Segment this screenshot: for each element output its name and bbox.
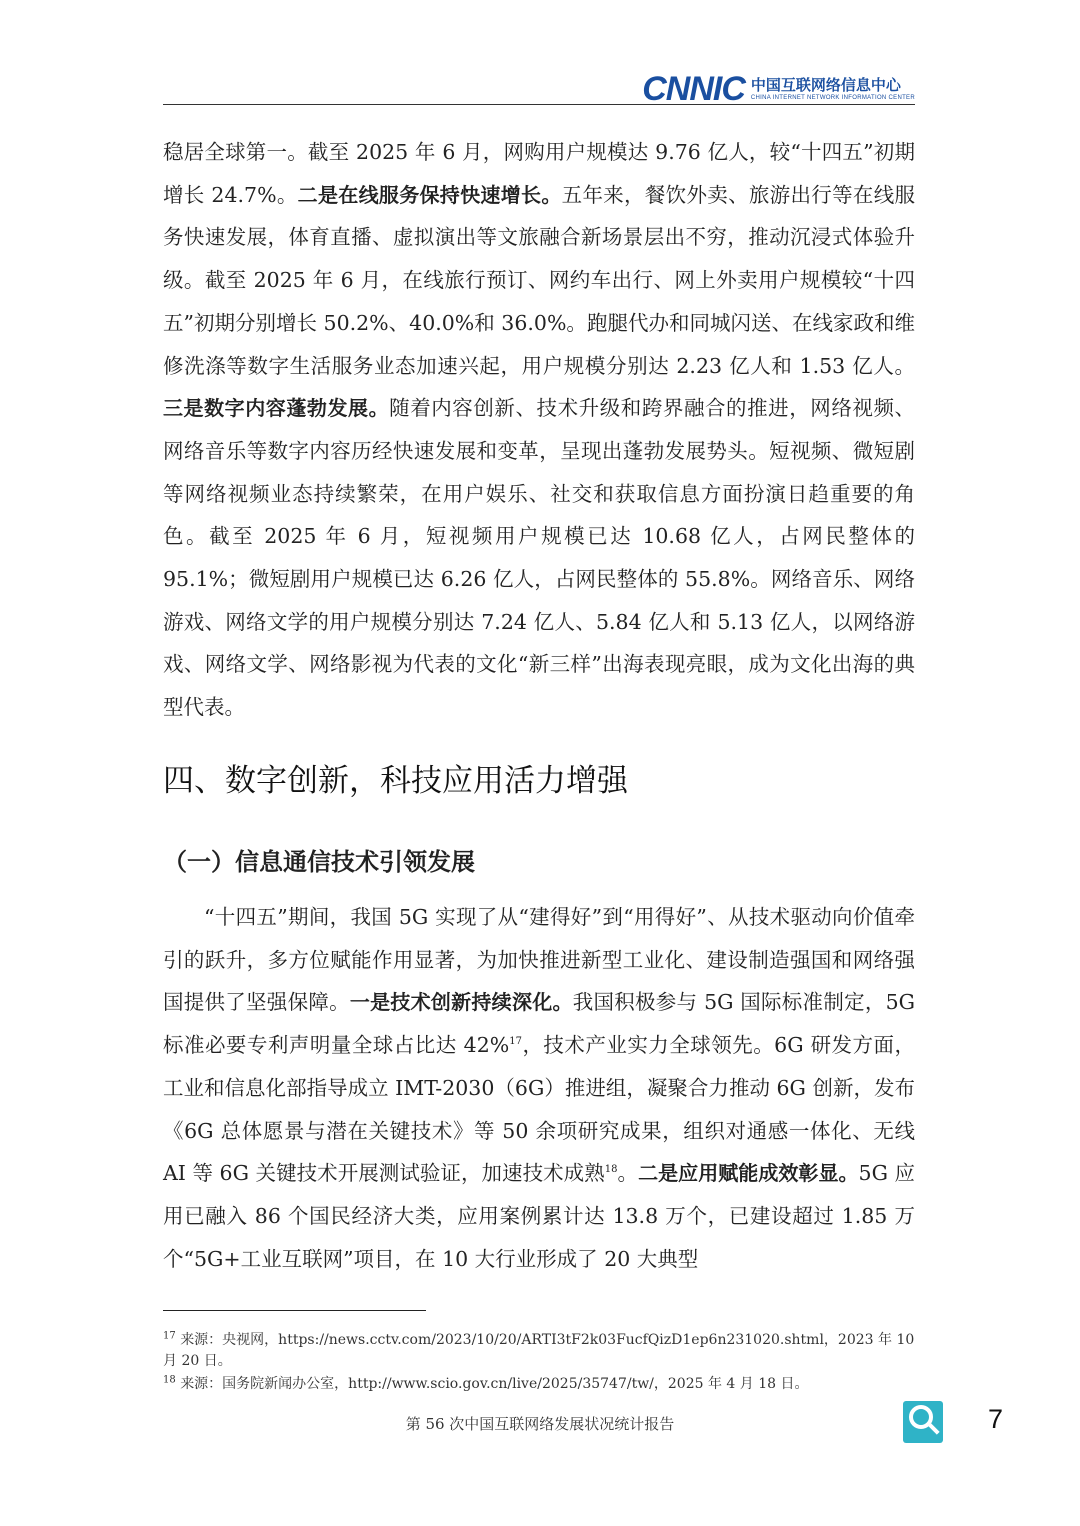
- paragraph-online-services: [163, 131, 915, 729]
- footnote-number: 18: [163, 1374, 176, 1386]
- bold-lead: 三是数字内容蓬勃发展。: [163, 396, 390, 421]
- cnnic-logo: [642, 72, 915, 106]
- footnote-ref[interactable]: 18: [604, 1164, 618, 1176]
- text-segment: 我国积极参与 5G 国际标准制定，5G 标准必要专利声明量全球占比达 42%: [163, 990, 916, 1058]
- text-segment: ，技术产业实力全球领先。6G 研发方面，工业和信息化部指导成立 IMT-2030（6G）推进组，凝聚合力推动 6G 创新，发布《6G 总体愿景与潜在关键技术》等 50 余项研究成果，组织对通感一体化、无线 AI 等 6G 关键技术开展测试验证，加速技术成熟: [163, 1033, 915, 1186]
- footnote-text: 来源：国务院新闻办公室，http://www.scio.gov.cn/live/2025/35747/tw/，2025 年 4 月 18 日。: [180, 1376, 809, 1392]
- logo-text: [751, 76, 915, 103]
- report-title-footer: 第 56 次中国互联网络发展状况统计报告: [405, 1415, 675, 1433]
- logo-chinese-name: 中国互联网络信息中心: [750, 75, 901, 94]
- page-header: [163, 66, 915, 106]
- footnote: [163, 1330, 915, 1372]
- text-segment: 随着内容创新、技术升级和跨界融合的推进，网络视频、网络音乐等数字内容历经快速发展和变革，呈现出蓬勃发展势头。短视频、微短剧等网络视频业态持续繁荣，在用户娱乐、社交和获取信息方面扮演日趋重要的角色。截至 2025 年 6 月，短视频用户规模已达 10.68 亿人，占网民整体的 95.1%；微短剧用户规模已达 6.26 亿人，占网民整体的 55.8%。网络音乐、网络游戏、网络文学的用户规模分别达 7.24 亿人、5.84 亿人和 5.13 亿人，以网络游戏、网络文学、网络影视为代表的文化“新三样”出海表现亮眼，成为文化出海的典型代表。: [163, 396, 916, 720]
- paragraph-5g: [163, 896, 915, 1280]
- header-divider: [163, 104, 915, 105]
- text-segment: 稳居全球第一。截至 2025 年 6 月，网购用户规模达 9.76 亿人，较“十四五”初期增长 24.7%。: [163, 140, 915, 207]
- text-segment: 5G 应用已融入 86 个国民经济大类，应用案例累计达 13.8 万个，已建设超过 1.85 万个“5G+工业互联网”项目，在 10 大行业形成了 20 大典型: [163, 1161, 916, 1271]
- bold-lead: 二是应用赋能成效彰显。: [638, 1161, 859, 1186]
- footnote-ref[interactable]: 17: [509, 1036, 522, 1048]
- page-number: 7: [988, 1404, 1004, 1434]
- section-heading: 四、数字创新，科技应用活力增强: [163, 763, 628, 799]
- logo-mark: CNNIC: [642, 70, 745, 108]
- footnote-divider: [163, 1310, 426, 1311]
- subsection-heading: （一）信息通信技术引领发展: [163, 848, 475, 876]
- logo-english-name: CHINA INTERNET NETWORK INFORMATION CENTER: [750, 94, 915, 101]
- magnifier-icon: [903, 1401, 943, 1443]
- bold-lead: 二是在线服务保持快速增长。: [297, 182, 562, 207]
- footnote-text: 来源：央视网，https://news.cctv.com/2023/10/20/ARTI3tF2k03FucfQizD1ep6n231020.shtml，2023 年 10 月 20 日。: [163, 1332, 915, 1369]
- text-segment: “十四五”期间，我国 5G 实现了从“建得好”到“用得好”、从技术驱动向价值牵引的跃升，多方位赋能作用显著，为加快推进新型工业化、建设制造强国和网络强国提供了坚强保障。: [163, 905, 915, 1015]
- footnote-number: 17: [163, 1330, 176, 1342]
- bold-lead: 一是技术创新持续深化。: [349, 990, 573, 1015]
- text-segment: 五年来，餐饮外卖、旅游出行等在线服务快速发展，体育直播、虚拟演出等文旅融合新场景层出不穷，推动沉浸式体验升级。截至 2025 年 6 月，在线旅行预订、网约车出行、网上外卖用户规模较“十四五”初期分别增长 50.2%、40.0%和 36.0%。跑腿代办和同城闪送、在线家政和维修洗涤等数字生活服务业态加速兴起，用户规模分别达 2.23 亿人和 1.53 亿人。: [163, 182, 916, 378]
- text-segment: 。: [617, 1161, 639, 1186]
- footnote: [163, 1374, 915, 1395]
